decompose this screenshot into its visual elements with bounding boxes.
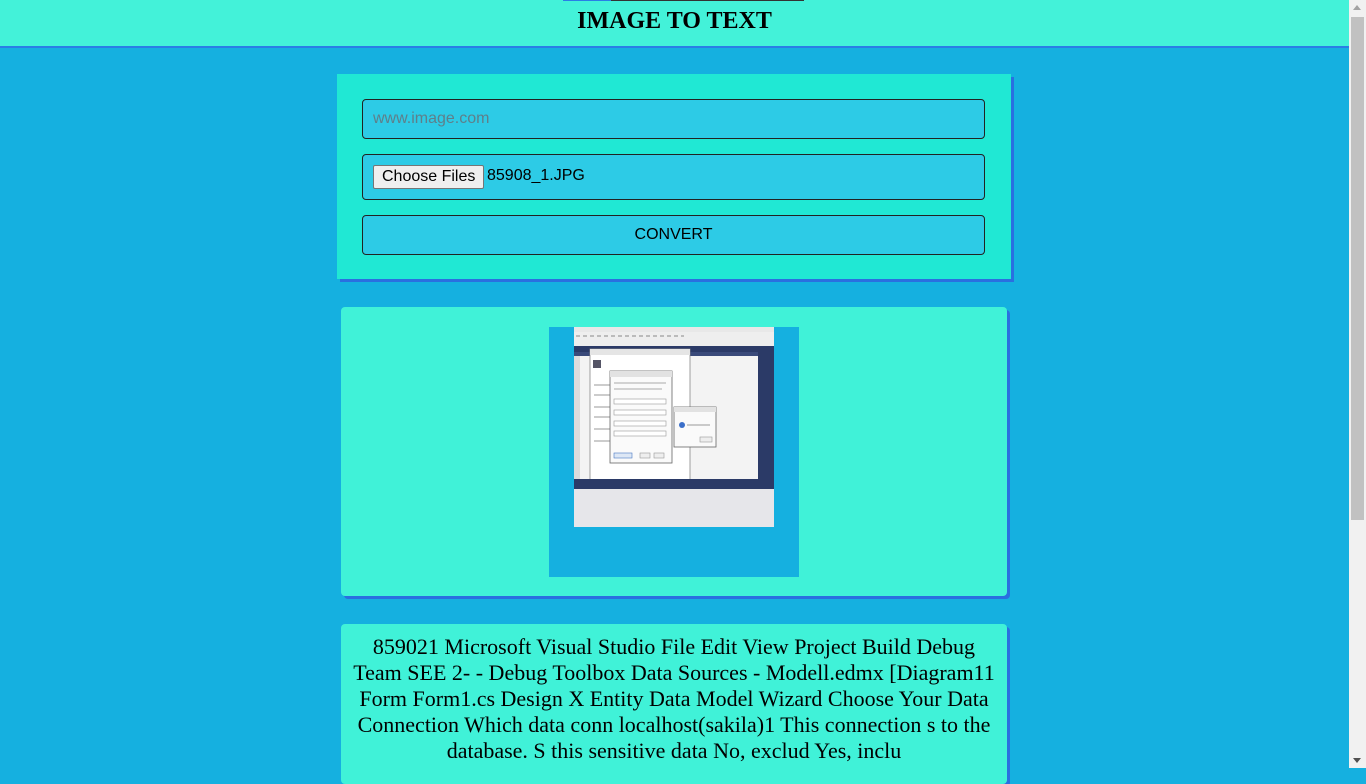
convert-button[interactable]: CONVERT (362, 215, 985, 255)
file-input[interactable] (362, 154, 985, 200)
choose-files-button[interactable]: Choose Files (373, 165, 484, 189)
ocr-result-text: 859021 Microsoft Visual Studio File Edit View Project Build Debug Team SEE 2- - Debug Toolbox Data Sources - Modell.edmx [Diagram11 Form Form1.cs Design X Entity Data Model Wizard Choose Your Data Connection Which data conn localhost(sakila)1 This connection s to the database. S this sensitive data No, exclud Yes, inclu (353, 634, 995, 763)
image-preview-frame (549, 327, 799, 577)
image-preview-card (341, 307, 1007, 596)
scroll-down-arrow-icon[interactable] (1353, 758, 1361, 763)
page-header (0, 0, 1349, 48)
vertical-scrollbar[interactable] (1349, 0, 1366, 768)
scrollbar-thumb[interactable] (1351, 17, 1364, 520)
ocr-result-card (341, 624, 1007, 784)
image-url-input[interactable] (362, 99, 985, 139)
header-top-line (563, 0, 804, 1)
selected-file-name: 85908_1.JPG (487, 167, 585, 184)
uploaded-image-preview (574, 327, 774, 527)
upload-form-card (337, 74, 1011, 279)
page-title: IMAGE TO TEXT (577, 8, 772, 34)
scroll-up-arrow-icon[interactable] (1353, 5, 1361, 10)
